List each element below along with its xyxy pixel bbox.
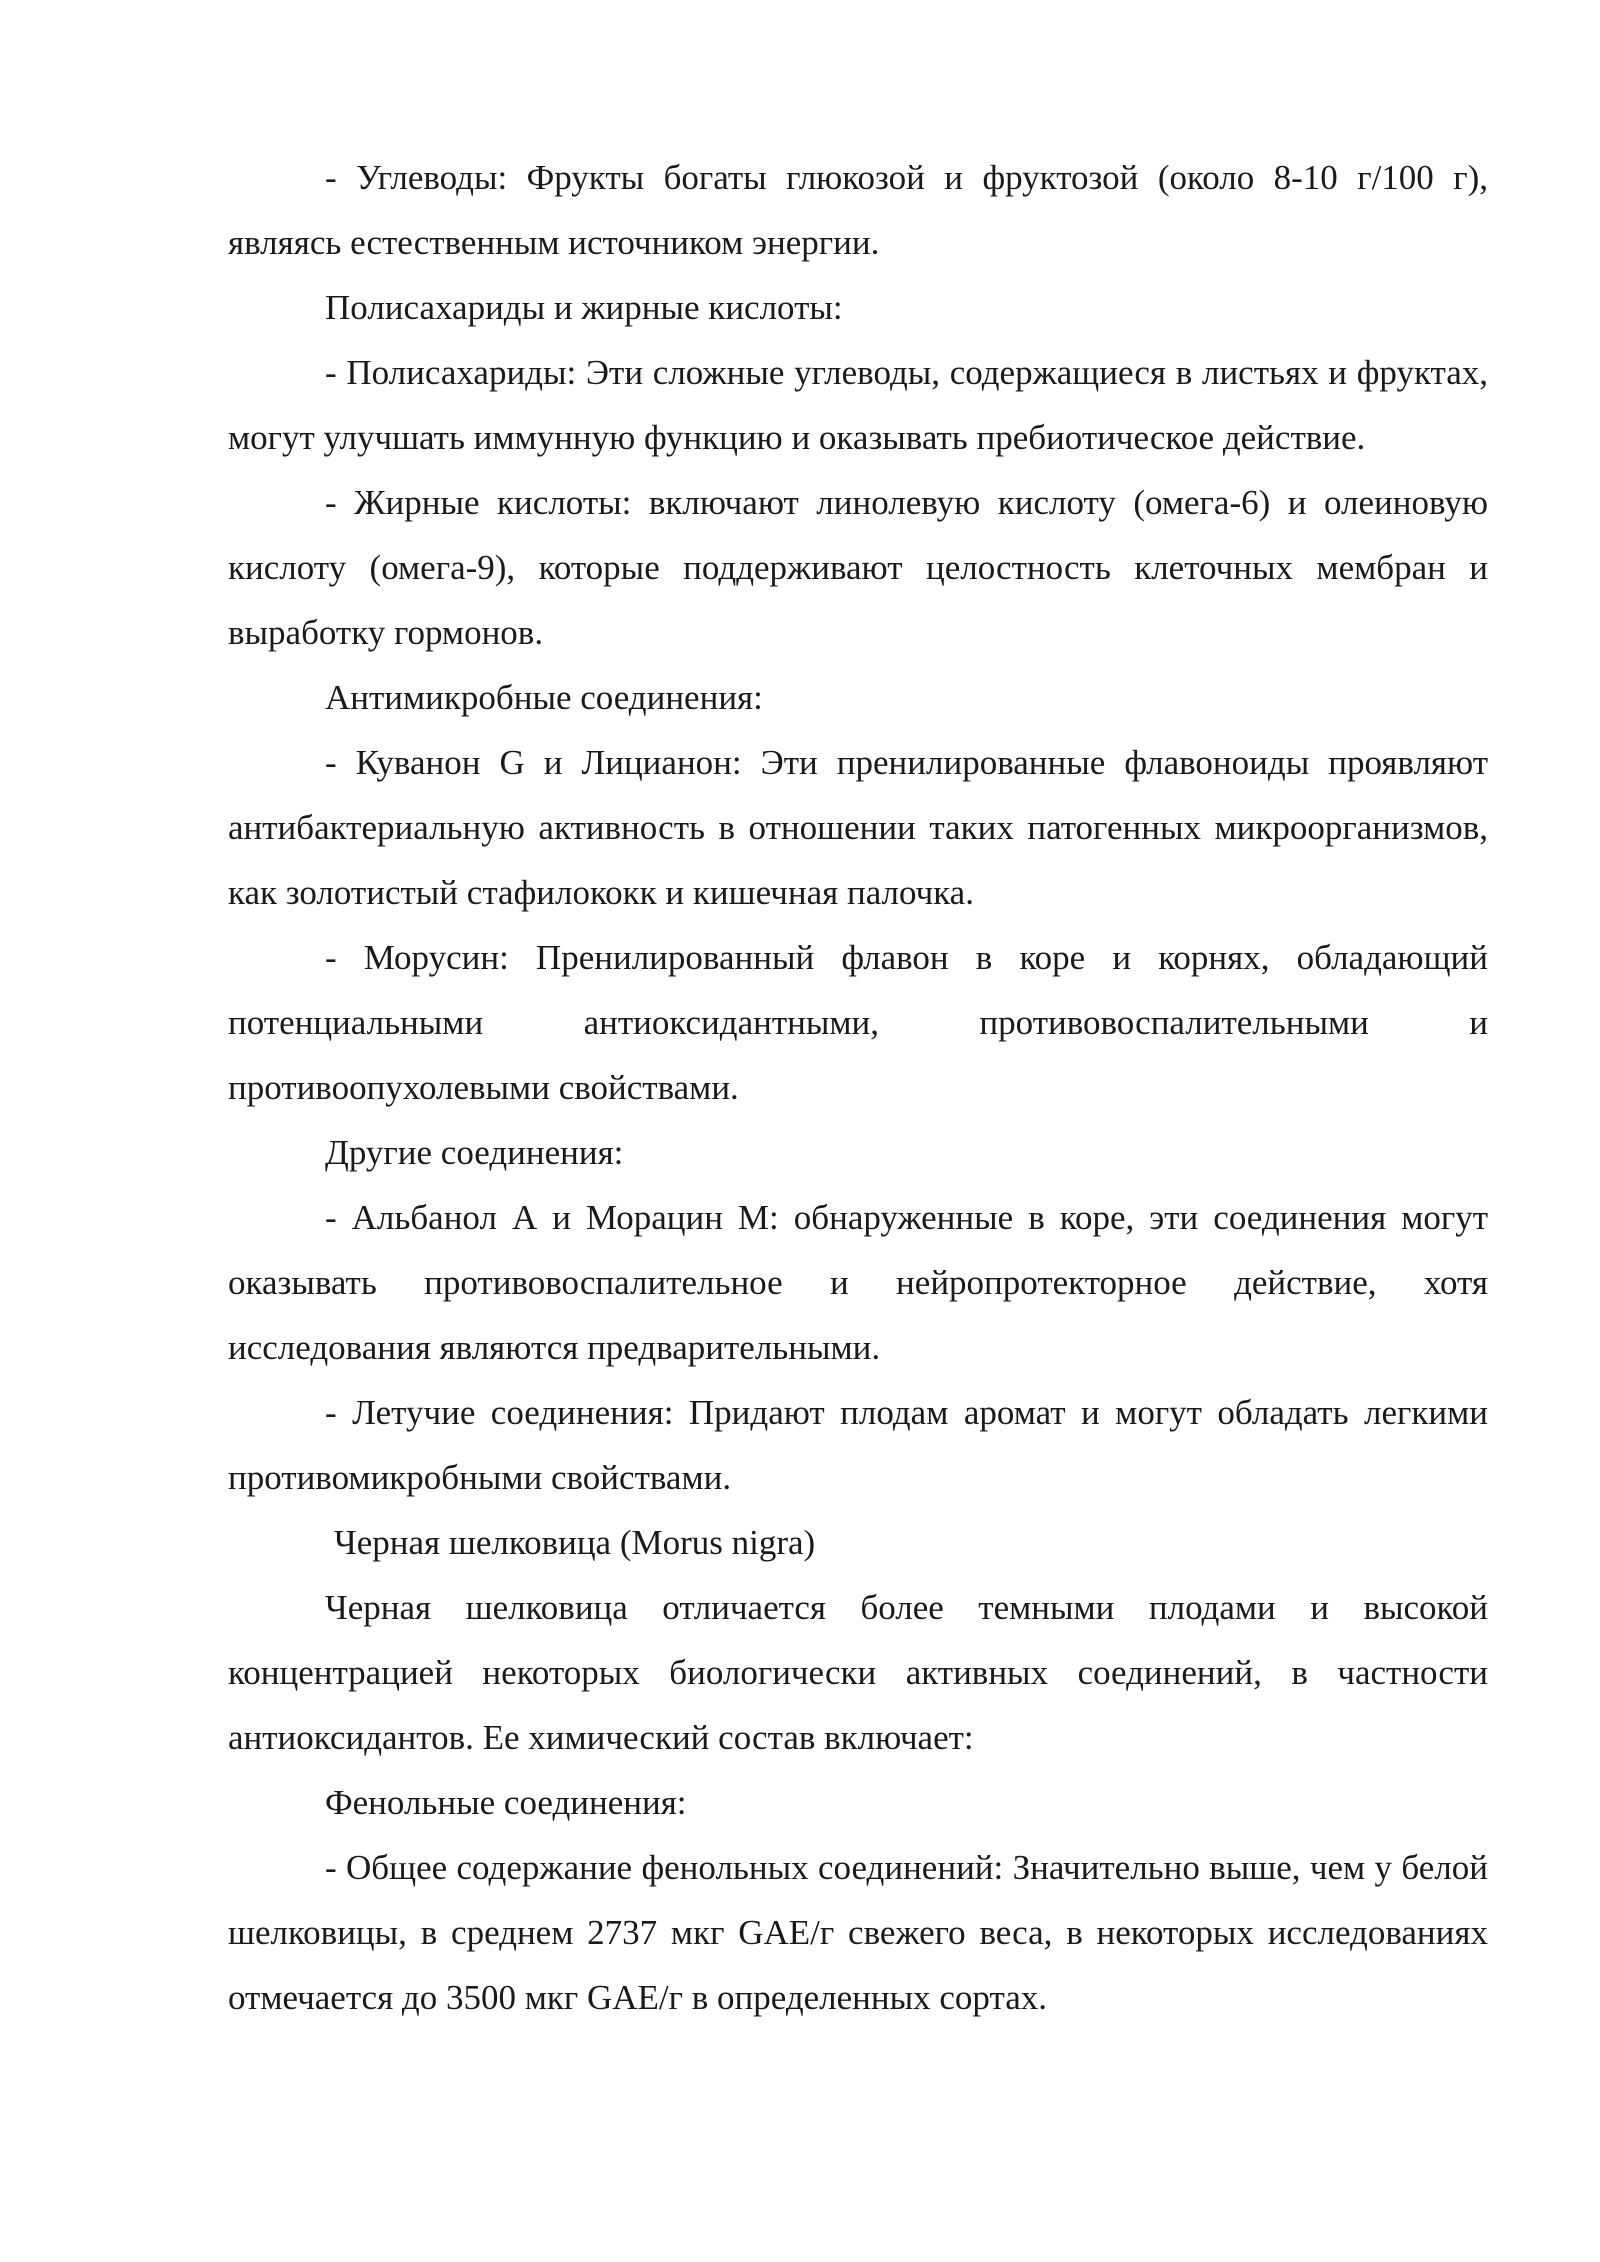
paragraph-morusin: - Морусин: Пренилированный флавон в коре и корнях, обладающий потенциальными антиоксидантными, противовоспалительными и противоопухолевыми свойствами. [228,938,1488,1107]
paragraph-carbohydrates: - Углеводы: Фрукты богаты глюкозой и фруктозой (около 8-10 г/100 г), являясь естественным источником энергии. [228,158,1488,262]
section-heading-antimicrobial: Антимикробные соединения: [325,678,763,717]
paragraph-volatile-compounds: - Летучие соединения: Придают плодам аромат и могут обладать легкими противомикробными свойствами. [228,1393,1488,1497]
section-heading-polysaccharides-fatty-acids: Полисахариды и жирные кислоты: [325,288,843,327]
paragraph-polysaccharides: - Полисахариды: Эти сложные углеводы, содержащиеся в листьях и фруктах, могут улучшать иммунную функцию и оказывать пребиотическое действие. [228,353,1488,457]
document-body [228,145,1488,2030]
section-heading-black-mulberry: Черная шелковица (Morus nigra) [334,1523,816,1562]
paragraph-kuwanon-g: - Куванон G и Лицианон: Эти пренилированные флавоноиды проявляют антибактериальную активность в отношении таких патогенных микроорганизмов, как золотистый стафилококк и кишечная палочка. [228,743,1488,912]
paragraph-albanol: - Альбанол А и Морацин М: обнаруженные в коре, эти соединения могут оказывать противовоспалительное и нейропротекторное действие, хотя исследования являются предварительными. [228,1198,1488,1367]
section-heading-other-compounds: Другие соединения: [325,1133,624,1172]
paragraph-black-mulberry-intro: Черная шелковица отличается более темными плодами и высокой концентрацией некоторых биологически активных соединений, в частности антиоксидантов. Ее химический состав включает: [228,1588,1488,1757]
paragraph-total-phenolic: - Общее содержание фенольных соединений: Значительно выше, чем у белой шелковицы, в среднем 2737 мкг GAE/г свежего веса, в некоторых исследованиях отмечается до 3500 мкг GAE/г в определенных сортах. [228,1848,1488,2017]
section-heading-phenolic-compounds: Фенольные соединения: [325,1783,687,1822]
paragraph-fatty-acids: - Жирные кислоты: включают линолевую кислоту (омега-6) и олеиновую кислоту (омега-9), которые поддерживают целостность клеточных мембран и выработку гормонов. [228,483,1488,652]
